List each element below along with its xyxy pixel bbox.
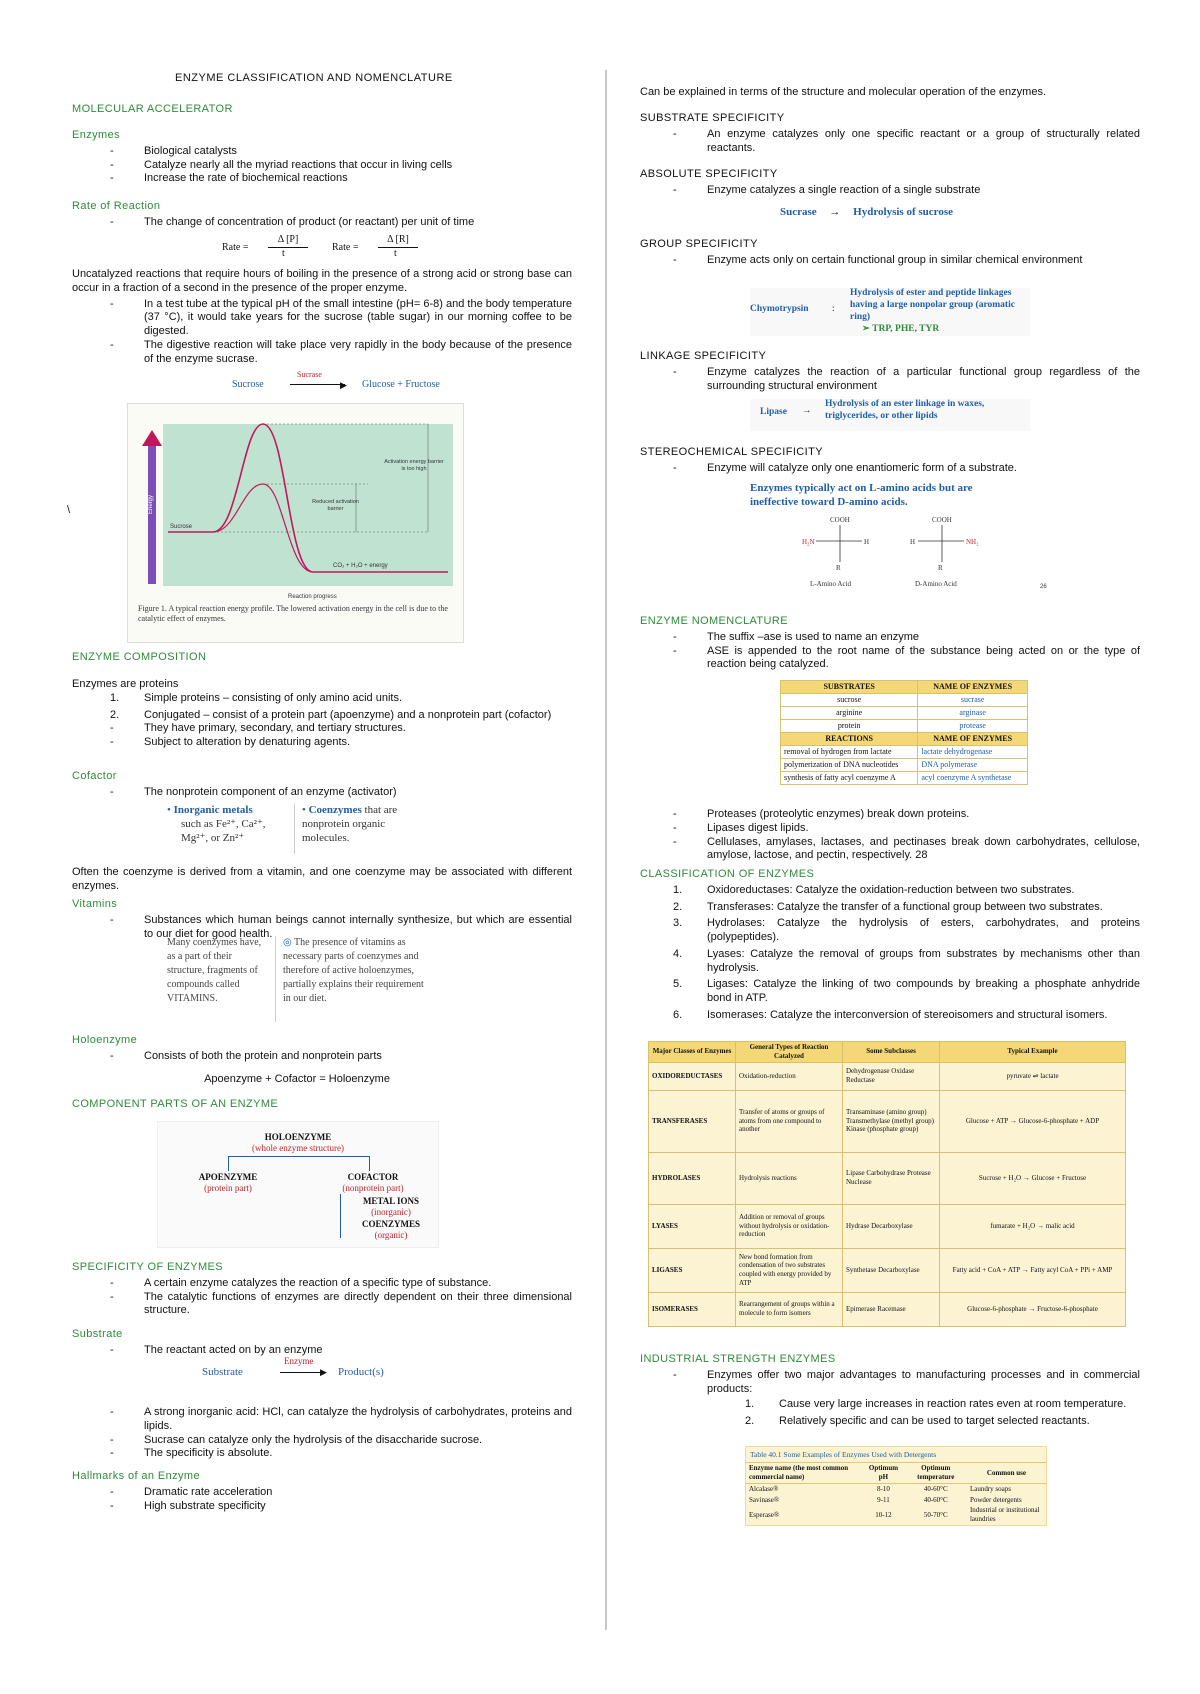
r-label: R [938, 564, 943, 572]
amino-acid-diagram [750, 512, 1050, 602]
nomenclature-table: SUBSTRATES NAME OF ENZYMES sucrose sucrase arginine arginase protein protease REACTIONS NAME OF ENZYMES removal of hydrogen from lactate lactate dehydrogenase polymerization of DNA nucleotides DNA polymerase synthesis of fatty acyl coenzyme A acyl coenzyme A synthetase [780, 680, 1028, 785]
chart-ylabel: Energy [148, 494, 154, 514]
list-item: 1. Oxidoreductases: Catalyze the oxidation-reduction between two substrates. [673, 883, 1075, 896]
component-diagram: HOLOENZYME (whole enzyme structure) APOENZYME (protein part) COFACTOR (nonprotein part) METAL IONS (inorganic) COENZYMES (organic) [157, 1121, 439, 1248]
list-item: 6. Isomerases: Catalyze the interconversion of stereoisomers and structural isomers. [673, 1008, 1108, 1021]
arrow-icon: → [829, 205, 841, 218]
list-item: - The nonprotein component of an enzyme (activator) [110, 786, 572, 800]
list-item: 1. Simple proteins – consisting of only amino acid units. [110, 691, 403, 704]
list-item: - They have primary, secondary, and tertiary structures. [110, 722, 572, 736]
r-label: R [836, 564, 841, 572]
list-item: 5. Ligases: Catalyze the linking of two compounds by breaking a phosphate anhydride bond in ATP. [673, 978, 1140, 1004]
substrate-label: Substrate [72, 1328, 123, 1340]
cofactor-box: • Inorganic metals such as Fe²⁺, Ca²⁺, Mg²⁺, or Zn²⁺ • Coenzymes that are nonprotein organic molecules. [167, 804, 432, 860]
page-title: ENZYME CLASSIFICATION AND NOMENCLATURE [175, 72, 453, 84]
substrate-equation: Substrate Enzyme ▶ Product(s) [202, 1356, 384, 1378]
list-item: - High substrate specificity [110, 1500, 572, 1514]
list-item: 1. Cause very large increases in reaction rates even at room temperature. [745, 1398, 1127, 1411]
stereo-heading: STEREOCHEMICAL SPECIFICITY [640, 446, 823, 458]
composition-heading: ENZYME COMPOSITION [72, 651, 207, 663]
holoenzyme-equation: Apoenzyme + Cofactor = Holoenzyme [204, 1072, 390, 1085]
l-amino-label: L-Amino Acid [810, 580, 852, 588]
composition-intro: Enzymes are proteins [72, 678, 179, 690]
enzymes-label: Enzymes [72, 129, 121, 141]
h2n-label: H₂N [802, 538, 815, 546]
list-item: - Biological catalysts [110, 145, 572, 159]
list-item: 3. Hydrolases: Catalyze the hydrolysis of esters, carbohydrates, and proteins (polypeptides). [673, 917, 1140, 943]
component-heading: COMPONENT PARTS OF AN ENZYME [72, 1098, 279, 1110]
list-item: - Enzymes offer two major advantages to manufacturing processes and in commercial products: [673, 1369, 1140, 1397]
arrow-head-icon [142, 430, 162, 446]
h-label: H [864, 538, 870, 546]
list-item: - Enzyme catalyzes the reaction of a particular functional group regardless of the surrounding structural environment [673, 366, 1140, 394]
list-item: - Sucrase can catalyze only the hydrolysis of the disaccharide sucrose. [110, 1434, 572, 1448]
list-item: - Cellulases, amylases, lactases, and pectinases break down carbohydrates, cellulose, amylose, lactose, and pectin, respectively. 28 [673, 836, 1140, 864]
stereo-figure: Enzymes typically act on L-amino acids but are ineffective toward D-amino acids. COOH H₂N H R L-Amino Acid COOH H NH₂ R D-Amino Acid 26 [750, 482, 1050, 602]
list-item: - Substances which human beings cannot internally synthesize, but which are essential to our diet for good health. [110, 914, 572, 942]
label-activation: Activation energy barrier is too high [384, 459, 444, 472]
coenzymes-node: COENZYMES [361, 1218, 420, 1229]
enzymes-list [72, 145, 572, 186]
table-title: Table 40.1 Some Examples of Enzymes Used with Detergents [746, 1447, 1046, 1463]
substrate-spec-heading: SUBSTRATE SPECIFICITY [640, 112, 785, 124]
list-item: - Lipases digest lipids. [673, 822, 1140, 836]
list-item: - ASE is appended to the root name of the substance being acted on or the type of reaction being catalyzed. [673, 645, 1140, 673]
list-item: - Catalyze nearly all the myriad reactions that occur in living cells [110, 159, 572, 173]
metal-ions-node: METAL IONS [362, 1196, 420, 1206]
page-number: 26 [1040, 584, 1047, 590]
inorganic-metals: Inorganic metals [173, 804, 253, 816]
rate-label: Rate of Reaction [72, 200, 161, 212]
list-item: 2. Relatively specific and can be used to target selected reactants. [745, 1415, 1090, 1427]
linkage-heading: LINKAGE SPECIFICITY [640, 350, 767, 362]
nh2-label: NH₂ [966, 538, 979, 546]
classification-table: Major Classes of Enzymes General Types of Reaction Catalyzed Some Subclasses Typical Example OXIDOREDUCTASES Oxidation-reduction Dehydrogenase Oxidase Reductase pyruvate ⇌ lactate TRANSFERASES Transfer of atoms or groups of atoms from one compound to another Transaminase (amino group) Transmethylase (methyl group) Kinase (phosphate group) Glucose + ATP → Glucose-6-phosphate + ADP HYDROLASES Hydrolysis reactions Lipase Carbohydrase Protease Nuclease Sucrose + H₂O → Glucose + Fructose LYASES Addition or removal of groups without hydrolysis or oxidation-reduction Hydrase Decarboxylase fumarate + H₂O → malic acid LIGASES New bond formation from condensation of two substrates coupled with energy provided by ATP Synthetase Decarboxylase Fatty acid + CoA + ATP → Fatty acyl CoA + PPi + AMP ISOMERASES Rearrangement of groups within a molecule to form isomers Epimerase Racemase Glucose-6-phosphate → Fructose-6-phosphate [648, 1041, 1126, 1327]
sucrose-equation: Sucrose Sucrase ▶ Glucose + Fructose [232, 370, 440, 390]
cooh-label: COOH [830, 516, 850, 524]
list-item: - Increase the rate of biochemical reactions [110, 172, 572, 186]
list-item: - Enzyme acts only on certain functional group in similar chemical environment [673, 254, 1140, 268]
list-item: - An enzyme catalyzes only one specific reactant or a group of structurally related reactants. [673, 128, 1140, 156]
industrial-heading: INDUSTRIAL STRENGTH ENZYMES [640, 1353, 836, 1365]
vitamins-label: Vitamins [72, 898, 118, 910]
cofactor-node: COFACTOR [347, 1172, 399, 1182]
detergent-table: Table 40.1 Some Examples of Enzymes Used with Detergents Enzyme name (the most common commercial name) Optimum pH Optimum temperature Common use Alcalase® 8-10 40-60°C Laundry soaps Savinase® 9-11 40-60°C Powder detergents Esperase® 10-12 50-70°C Industrial or institutional laundries [745, 1446, 1047, 1526]
uncatalyzed-paragraph: Uncatalyzed reactions that require hours of boiling in the presence of a strong acid or strong base can occur in a fraction of a second in the presence of the proper enzyme. [72, 268, 572, 294]
chart-xlabel: Reaction progress [288, 594, 337, 600]
bullet-icon: ◎ [283, 937, 295, 948]
cooh-label: COOH [932, 516, 952, 524]
figure-caption: Figure 1. A typical reaction energy profile. The lowered activation energy in the cell is due to the catalytic effect of enzymes. [138, 604, 448, 623]
nomenclature-heading: ENZYME NOMENCLATURE [640, 615, 788, 627]
right-intro: Can be explained in terms of the structure and molecular operation of the enzymes. [640, 86, 1047, 98]
specificity-heading: SPECIFICITY OF ENZYMES [72, 1261, 224, 1273]
label-products: CO₂ + H₂O + energy [333, 563, 388, 569]
classification-heading: CLASSIFICATION OF ENZYMES [640, 868, 815, 880]
list-item: - The reactant acted on by an enzyme [110, 1344, 572, 1358]
list-item: 2. Conjugated – consist of a protein part (apoenzyme) and a nonprotein part (cofactor) [110, 708, 552, 721]
list-item: - Dramatic rate acceleration [110, 1486, 572, 1500]
cofactor-label: Cofactor [72, 770, 117, 782]
holoenzyme-label: Holoenzyme [72, 1034, 138, 1046]
energy-profile-figure [127, 403, 464, 643]
list-item: - Proteases (proteolytic enzymes) break down proteins. [673, 808, 1140, 822]
absolute-heading: ABSOLUTE SPECIFICITY [640, 168, 778, 180]
list-item: - Consists of both the protein and nonprotein parts [110, 1050, 572, 1064]
list-item: - A certain enzyme catalyzes the reaction of a specific type of substance. [110, 1277, 572, 1291]
list-item: - The catalytic functions of enzymes are directly dependent on their three dimensional structure. [110, 1291, 572, 1319]
group-example: Chymotrypsin : Hydrolysis of ester and peptide linkages having a large nonpolar group (aromatic ring) ➢ TRP, PHE, TYR [750, 288, 1030, 336]
list-item: - The change of concentration of product (or reactant) per unit of time [110, 216, 572, 230]
holoenzyme-node: HOLOENZYME [264, 1132, 332, 1142]
d-amino-label: D-Amino Acid [915, 580, 957, 588]
list-item: 4. Lyases: Catalyze the removal of groups from substrates by mechanisms other than hydrolysis. [673, 947, 1140, 974]
label-sucrose: Sucrose [170, 524, 193, 530]
list-item: - A strong inorganic acid: HCl, can catalyze the hydrolysis of carbohydrates, proteins and lipids. [110, 1406, 572, 1434]
list-item: - Enzyme catalyzes a single reaction of a single substrate [673, 184, 1140, 198]
list-item: - The digestive reaction will take place very rapidly in the body because of the presence of the enzyme sucrase. [110, 339, 572, 367]
cofactor-note: Often the coenzyme is derived from a vitamin, and one coenzyme may be associated with different enzymes. [72, 866, 572, 892]
list-item: - The suffix –ase is used to name an enzyme [673, 631, 1140, 645]
label-catalyzed: Reduced activation barrier [312, 499, 359, 512]
group-heading: GROUP SPECIFICITY [640, 238, 758, 250]
list-item: 2. Transferases: Catalyze the transfer of a functional group between two substrates. [673, 900, 1103, 913]
h-label: H [910, 538, 916, 546]
list-item: - Subject to alteration by denaturing agents. [110, 736, 572, 750]
list-item: - In a test tube at the typical pH of the small intestine (pH= 6-8) and the body temperature (37 °C), it would take years for the sucrose (table sugar) in our morning coffee to be digested. [110, 298, 572, 339]
stray-mark: \ [67, 504, 71, 516]
column-divider [605, 70, 607, 1630]
vitamins-box: Many coenzymes have, as a part of their structure, fragments of compounds called VITAMINS. ◎ The presence of vitamins as necessary parts of coenzymes and therefore of active holoenzymes, partially explains their requirement in our diet. [167, 936, 432, 1026]
coenzymes: Coenzymes [308, 804, 362, 816]
tree-connector [228, 1156, 370, 1171]
hallmarks-label: Hallmarks of an Enzyme [72, 1470, 201, 1482]
arrow-icon: → [802, 406, 812, 416]
absolute-example: Sucrase → Hydrolysis of sucrose [780, 205, 953, 218]
linkage-example: Lipase → Hydrolysis of an ester linkage in waxes, triglycerides, or other lipids [750, 399, 1030, 431]
molecular-heading: MOLECULAR ACCELERATOR [72, 103, 233, 115]
arrow-icon [280, 1372, 324, 1373]
apoenzyme-node: APOENZYME [198, 1172, 258, 1182]
arrow-icon [290, 384, 345, 385]
list-item: - Enzyme will catalyze only one enantiomeric form of a substrate. [673, 462, 1140, 476]
list-item: - The specificity is absolute. [110, 1447, 572, 1461]
